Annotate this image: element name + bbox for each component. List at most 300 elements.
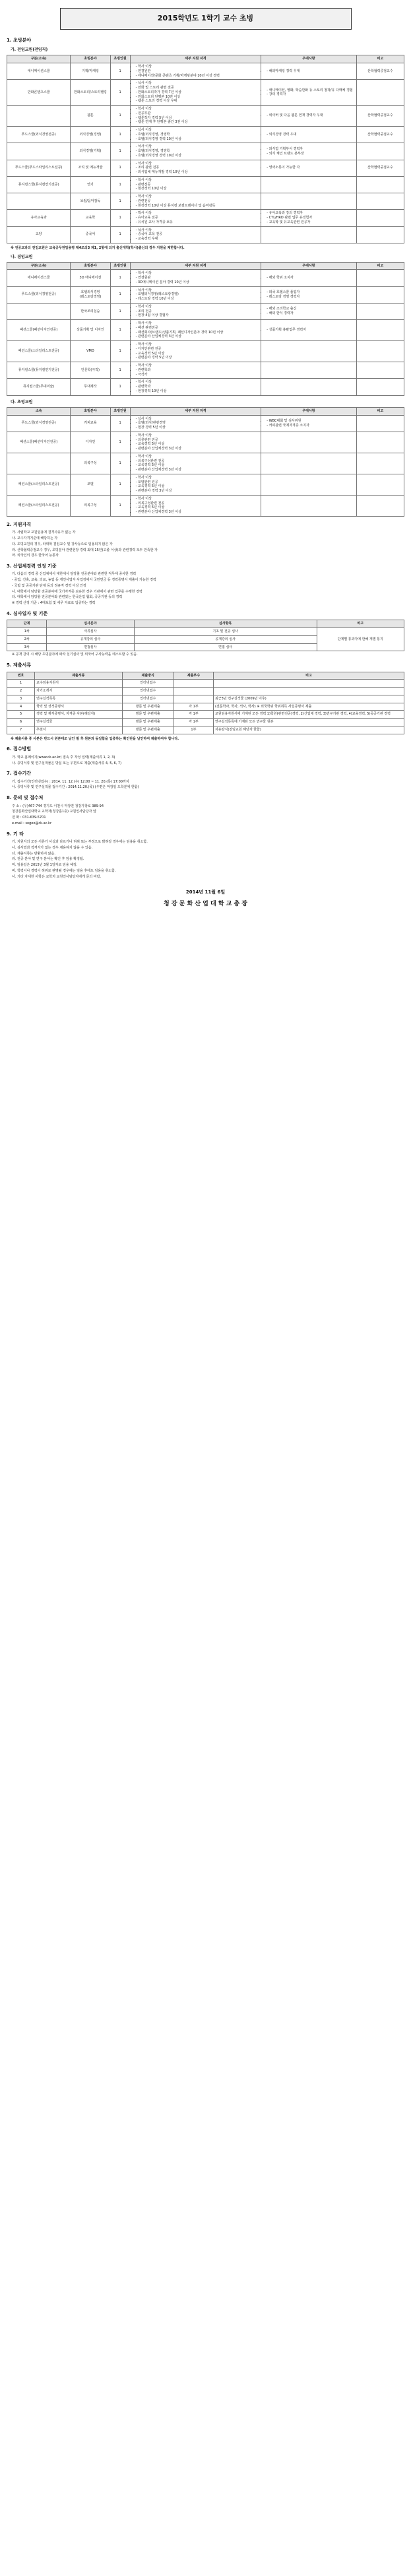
document-cell: 자기소개서 — [35, 688, 122, 695]
list-cell — [130, 176, 261, 193]
column-header: 비고 — [214, 672, 404, 680]
list-item: • - WBC대회 및 심사위원 — [267, 419, 354, 424]
list-item: • - 석사 이상 — [136, 81, 260, 86]
list-cell — [261, 160, 356, 176]
list-item: • - 학사 이상 — [136, 321, 260, 326]
list-cell — [130, 127, 261, 143]
dept-cell — [7, 106, 71, 127]
table-row — [7, 320, 404, 341]
list-cell — [130, 379, 261, 395]
list-item: • - 패션 관련전공 — [136, 326, 260, 331]
list-cell — [261, 432, 356, 453]
column-header: 비고 — [317, 620, 404, 628]
list-item: 전 화 : 031-639-5701 — [12, 816, 46, 820]
table-row — [7, 362, 404, 379]
list-item: • - 관련전공 — [136, 199, 260, 204]
count-cell: 1 — [110, 63, 130, 80]
number-cell: 7 — [7, 726, 35, 734]
count-cell: 1 — [110, 341, 130, 362]
remark-cell — [356, 379, 404, 395]
field-cell: 인문학(극작) — [71, 362, 110, 379]
list-cell — [130, 210, 261, 226]
table-row — [7, 726, 404, 734]
list-item: • - 유아교육과 강의 경력자 — [267, 211, 354, 216]
column-header: 우대사항 — [261, 407, 356, 415]
list-item: 라. 전공 분야 및 연구 분야는 확인 후 임용 확정됨. — [12, 857, 84, 862]
bullet-list — [263, 69, 354, 74]
list-item: • - 커피관련 국제자격증 소지자 — [267, 424, 354, 428]
list-cell — [130, 226, 261, 243]
table-row — [7, 80, 404, 106]
field-cell: 기획/마케팅 — [71, 63, 110, 80]
list-cell — [261, 303, 356, 319]
list-cell — [261, 286, 356, 303]
column-header: 세부 지원 자격 — [130, 262, 261, 270]
table-row — [7, 176, 404, 193]
remark-cell — [356, 474, 404, 495]
table-row — [7, 193, 404, 210]
count-cell: 1 — [110, 106, 130, 127]
bullet-list — [263, 133, 354, 137]
remark-cell: 산학협력중점교수 — [356, 106, 404, 127]
list-item: • - 호텔/외식경영, 경영학 — [136, 149, 260, 154]
bullet-list — [132, 476, 260, 494]
field-cell: 연기 — [71, 176, 110, 193]
bullet-list — [132, 288, 260, 302]
table-row — [7, 688, 404, 695]
bullet-list — [132, 321, 260, 339]
dept-cell: 푸드스쿨(외식경영전공) — [7, 127, 71, 143]
list-item: • - 네이버 및 다음 웹툰 연재 경력자 우대 — [267, 113, 354, 118]
remark-cell — [356, 176, 404, 193]
area-cell: 공개강의 심사 — [47, 635, 134, 643]
method-cell: 방문 및 우편제출 — [122, 726, 174, 734]
list-cell — [261, 80, 356, 106]
list-item: - 공업, 건축, 교육, 의료, 농업 등 개인사업자 사업장에서 국민연금 등 경력증명서 제출이 가능한 경력 — [12, 578, 156, 583]
item-cell: 면접 심사 — [134, 643, 317, 651]
list-item: • - 호텔/외식경영 경력 10년 이상 — [136, 137, 260, 142]
method-cell: 인터넷접수 — [122, 695, 174, 703]
adjunct-table — [7, 262, 404, 396]
count-cell: 1 — [110, 474, 130, 495]
list-item: 나. 증빙서류 및 연구실적물 접수기간 : 2014.11.20.(목) (우편은 마감일 도착분에 한함) — [12, 785, 139, 790]
list-cell — [130, 303, 261, 319]
list-cell — [130, 415, 261, 432]
bullet-list — [132, 65, 260, 78]
remark-cell: 산학협력중점교수 — [356, 127, 404, 143]
remark-cell — [356, 495, 404, 516]
list-item: • - 해외 학위 소지자 — [267, 276, 354, 280]
list-item: • - 의복구성관련 전공 — [136, 459, 260, 464]
list-item: • - 교육경력 5년 이상 — [136, 352, 260, 356]
note: ※ 전공교과의 전임교원은 교육공무원임용령 제4조의3 제1, 2항에 의거 출신대학(학사)출신의 경우 지원을 제한합니다. — [11, 245, 185, 250]
list-cell — [261, 226, 356, 243]
field-cell: 상품기획 및 디자인 — [71, 320, 110, 341]
application-method-list — [7, 756, 404, 766]
list-item: 나. 심사결과 적격자가 없는 경우 채용하지 않을 수 있음. — [12, 845, 93, 850]
list-item: 나. 교수자격기준에 해당하는 자 — [12, 536, 58, 540]
list-item: • - 만화 및 스토리 관련 전공 — [136, 86, 260, 90]
list-item: • - 관련분야 산업체경력 3년 이상 — [136, 510, 260, 515]
count-cell: 1 — [110, 432, 130, 453]
field-cell: 교육학 — [71, 210, 110, 226]
dept-cell: 푸드스쿨(외식경영전공) — [7, 286, 71, 303]
table-row — [7, 63, 404, 80]
list-item: • - 해외 조리학교 출신 — [267, 307, 354, 311]
remark-cell — [356, 415, 404, 432]
stage-cell: 3차 — [7, 643, 47, 651]
list-item: • - 영어소통이 가능한 자 — [267, 166, 354, 170]
list-item: 나. 대학에서 담당할 전공분야에 국가자격증 보유한 경우 기관에서 관련 업무를 수행한 경력 — [12, 589, 142, 594]
copies-cell: 각 1부 — [174, 719, 213, 726]
column-header: 구분(소속) — [7, 262, 71, 270]
list-item: 마. 외국인의 경우 한국어 능통자 — [12, 554, 59, 558]
list-item: • - 웹툰 연재 후 단행본 출간 3권 이상 — [136, 120, 260, 125]
list-item: • - CTL/HRD 관련 업무 유경험자 — [267, 216, 354, 220]
field-cell: 외식경영(경영) — [71, 127, 110, 143]
list-item: 가. 학교 홈페이지(www.ck.ac.kr) 접속 후 작성 입력(제출서류 1, 2, 3) — [12, 755, 115, 759]
stage-cell: 2차 — [7, 635, 47, 643]
section-heading: 8. 문의 및 접수처 — [7, 795, 44, 801]
table-row — [7, 495, 404, 516]
list-item: ※ 경력 산정 기준 : 4대보험 및 세무 자료로 입증하는 경력 — [12, 601, 96, 606]
list-item: • - 학사 이상 — [136, 65, 260, 69]
note: ※ 제출서류 중 사본은 반드시 원본대조 날인 필 후 원본과 동일함을 입증하는 확인란을 날인하여 제출하여야 합니다. — [11, 736, 179, 741]
bullet-list — [263, 166, 354, 170]
column-header: 심사분야 — [47, 620, 134, 628]
table-row — [7, 703, 404, 711]
table-row — [7, 474, 404, 495]
remark-cell — [356, 270, 404, 286]
list-cell — [261, 341, 356, 362]
document-cell: 연구실적물 — [35, 719, 122, 726]
career-criteria-list — [7, 572, 404, 606]
list-item: • - 현장 4팀 이상 경험자 — [136, 313, 260, 318]
list-item: • - 전공무관 — [136, 112, 260, 116]
remark-cell: 산학협력중점교수 — [356, 63, 404, 80]
memo-cell — [214, 680, 404, 688]
list-item: • - 관련분야 경력 5년 이상 — [136, 356, 260, 360]
column-header: 우대사항 — [261, 55, 356, 63]
table-row — [7, 628, 404, 636]
list-cell — [261, 362, 356, 379]
list-item: 가. 접수기간(인터넷접수) : 2014. 11. 12.(수) 12:00 ~ 11. 20.(목) 17:00까지 — [12, 779, 129, 784]
page-title: 2015학년도 1학기 교수 초빙 — [60, 8, 352, 30]
list-item: • - 학사 이상 — [136, 107, 260, 112]
list-item: • - 관련분야 경력 3년 이상 — [136, 489, 260, 494]
table-row — [7, 226, 404, 243]
column-header: 초빙분야 — [71, 55, 110, 63]
count-cell: 1 — [110, 127, 130, 143]
dept-cell — [7, 453, 71, 474]
field-cell: 한국조리실습 — [71, 303, 110, 319]
remark-cell — [356, 210, 404, 226]
invited-table — [7, 407, 404, 517]
dept-cell: 뮤지컬스쿨(뮤지컬연기전공) — [7, 176, 71, 193]
count-cell: 1 — [110, 303, 130, 319]
list-item: • - 학사 이상 — [136, 380, 260, 385]
bullet-list — [263, 290, 354, 300]
list-item: • - 관련분야 산업체경력 3년 이상 — [136, 468, 260, 472]
copies-cell: 각 1부 — [174, 711, 213, 719]
list-item: • - 교육경력 우대 — [136, 237, 260, 242]
table-row — [7, 270, 404, 286]
list-item: • - 웹툰작가 경력 5년 이상 — [136, 116, 260, 121]
list-item: - 국립 및 공공기관 단체 등의 정규직 경력 이상 인정 — [12, 583, 86, 588]
list-item: • - 학사 이상 — [136, 305, 260, 309]
document-cell: 연구실적목록 — [35, 695, 122, 703]
list-item: • - 관련학과 — [136, 385, 260, 389]
field-cell: 의복구성 — [71, 495, 110, 516]
list-cell — [130, 495, 261, 516]
area-cell: 면접심사 — [47, 643, 134, 651]
dept-cell — [7, 143, 71, 160]
list-item: • - 연결원관 — [136, 69, 260, 74]
list-item: • - 해외마케팅 경력 우대 — [267, 69, 354, 74]
number-cell: 3 — [7, 695, 35, 703]
table-row — [7, 711, 404, 719]
remark-cell — [356, 193, 404, 210]
area-cell: 서류심사 — [47, 628, 134, 636]
count-cell: 1 — [110, 160, 130, 176]
dept-cell: 뮤지컬스쿨(뮤지컬연기전공) — [7, 362, 71, 379]
table-row — [7, 106, 404, 127]
bullet-list — [263, 211, 354, 224]
table-row — [7, 303, 404, 319]
dept-cell: 푸드스쿨(외식경영전공) — [7, 415, 71, 432]
remark-cell — [356, 143, 404, 160]
number-cell: 6 — [7, 719, 35, 726]
remark-cell — [356, 453, 404, 474]
list-item: • - 외식업 기획부서 경력자 — [267, 147, 354, 152]
issuer: 청 강 문 화 산 업 대 학 교 총 장 — [164, 900, 247, 907]
list-item: • - 학사 이상 — [136, 364, 260, 368]
column-header: 심사항목 — [134, 620, 317, 628]
fulltime-table — [7, 55, 404, 243]
field-cell: 중국어 — [71, 226, 110, 243]
bullet-list — [132, 497, 260, 515]
list-item: 다. 대학에서 담당할 전공분야와 관련있는 한국산업 협회, 공공기관 등의 경력 — [12, 595, 123, 600]
method-cell: 방문 및 우편제출 — [122, 703, 174, 711]
count-cell: 1 — [110, 320, 130, 341]
list-item: • - 석사 이상 — [136, 417, 260, 422]
bullet-list — [263, 147, 354, 156]
remark-cell: 단계별 통과자에 한해 개별 통지 — [317, 628, 404, 651]
count-cell: 1 — [110, 362, 130, 379]
bullet-list — [132, 145, 260, 158]
bullet-list — [132, 271, 260, 284]
count-cell: 1 — [110, 193, 130, 210]
field-cell: 조리 및 메뉴개발 — [71, 160, 110, 176]
count-cell: 1 — [110, 143, 130, 160]
table-row — [7, 127, 404, 143]
list-cell — [130, 286, 261, 303]
section-heading: 3. 산업체경력 인정 기준 — [7, 564, 57, 569]
list-item: • - 학사 이상 — [136, 195, 260, 199]
column-header: 세부 지원 자격 — [130, 407, 261, 415]
list-item: • - 교육경력 5년 이상 — [136, 463, 260, 468]
count-cell: 1 — [110, 495, 130, 516]
bullet-list — [132, 107, 260, 125]
column-header: 소속 — [7, 407, 71, 415]
list-item: • - 레스토랑 경력 10년 이상 — [136, 297, 260, 302]
item-cell: 기초 및 전공 심사 — [134, 628, 317, 636]
list-item: • - 애니메이션, 영화, 학습만화 등 스토리 창작/유 다매체 경험 — [267, 88, 354, 93]
bullet-list — [132, 211, 260, 224]
table-row — [7, 432, 404, 453]
stage-cell: 1차 — [7, 628, 47, 636]
announcement-date: 2014년 11월 6일 — [185, 889, 226, 895]
bullet-list — [132, 434, 260, 451]
bullet-list — [132, 195, 260, 208]
list-cell — [130, 193, 261, 210]
list-item: • - 웹툰 스토리 경력 이상 우대 — [136, 99, 260, 104]
list-item: • - 석사 이상 — [136, 128, 260, 133]
count-cell: 1 — [110, 176, 130, 193]
table-row — [7, 695, 404, 703]
remark-cell — [356, 286, 404, 303]
bullet-list — [263, 419, 354, 428]
column-header: 초빙인원 — [110, 262, 130, 270]
document-cell: 교수임용지원서 — [35, 680, 122, 688]
column-header: 우대사항 — [261, 262, 356, 270]
qualification-list — [7, 531, 404, 558]
number-cell: 1 — [7, 680, 35, 688]
field-cell: 모델 — [71, 474, 110, 495]
application-period-list — [7, 780, 404, 790]
bullet-list — [132, 342, 260, 360]
bullet-list — [132, 417, 260, 430]
list-item: • - 관련분야 산업체경력 3년 이상 — [136, 335, 260, 339]
dept-cell: 유아교육과 — [7, 210, 71, 226]
list-item: • - 교육경력 5년 이상 — [136, 484, 260, 489]
list-item: • - 외식 체인 브랜드 본부장 — [267, 152, 354, 156]
list-cell — [130, 80, 261, 106]
field-cell: VMD — [71, 341, 110, 362]
column-header: 초빙인원 — [110, 55, 130, 63]
list-item: • - 호텔/외식경영, 경영학 — [136, 133, 260, 137]
method-cell: 방문 및 우편제출 — [122, 719, 174, 726]
list-cell — [261, 495, 356, 516]
list-item: 주 소 : (우)467-744 경기도 이천시 마장면 청강가창로 389-94 — [12, 804, 104, 808]
item-cell: 공개강의 심사 — [134, 635, 317, 643]
bullet-list — [263, 328, 354, 333]
dept-cell: 뮤지컬스쿨(무대미술) — [7, 379, 71, 395]
list-cell — [261, 270, 356, 286]
field-cell: 호텔외식경영(레스토랑경영) — [71, 286, 110, 303]
list-item: • - 상품기획 총괄업무 경력자 — [267, 328, 354, 333]
bullet-list — [132, 81, 260, 104]
copies-cell: 1부 — [174, 726, 213, 734]
list-item: 가. 다음의 경력 중 산업체에서 대한에서 담당할 전공분야와 관련한 직무에 종사한 경력 — [12, 572, 137, 577]
count-cell: 1 — [110, 286, 130, 303]
number-cell: 4 — [7, 703, 35, 711]
list-item: • - 해외 한식 경력자 — [267, 311, 354, 316]
list-item: • - 학사 이상 — [136, 476, 260, 480]
list-item: • - 호텔/외식경영 경력 10년 이상 — [136, 154, 260, 158]
list-item: • - 조리 전공 — [136, 309, 260, 314]
bullet-list — [263, 276, 354, 280]
list-item: • - 교육경력 5년 이상 — [136, 442, 260, 447]
column-header: 제출서류 — [35, 672, 122, 680]
list-cell — [261, 210, 356, 226]
list-item: • - 3D애니메이션 분야 경력 10년 이상 — [136, 280, 260, 285]
bullet-list — [132, 455, 260, 472]
bullet-list — [132, 128, 260, 141]
list-item: • - 교육학 및 유교육관련 전공자 — [267, 220, 354, 225]
remark-cell — [356, 226, 404, 243]
page — [0, 8, 411, 908]
list-item: • - 관련학과 — [136, 368, 260, 373]
list-cell — [130, 474, 261, 495]
list-item: • - 의복구성관련 전공 — [136, 501, 260, 506]
list-item: • - 강의 경력자 — [267, 92, 354, 97]
list-item: 가. 지원자의 모든 서류가 사실과 다르거나 허위 또는 부정으로 밝혀질 경우에는 임용을 취소함. — [12, 840, 148, 845]
list-cell — [130, 160, 261, 176]
list-cell — [261, 474, 356, 495]
list-cell — [130, 453, 261, 474]
remark-cell — [356, 341, 404, 362]
section-heading: 7. 접수기간 — [7, 771, 32, 777]
list-cell — [261, 193, 356, 210]
remark-cell — [356, 320, 404, 341]
column-header: 비고 — [356, 407, 404, 415]
list-item: • - 레스토랑 경영 경력자 — [267, 295, 354, 300]
memo-cell: 교원임용자원서에 기재된 모든 경력 1)학원(관련전공)경력, 2)산업체 경력, 3)연구기관 경력, 4)교육경력, 5)공공기관 경력 — [214, 711, 404, 719]
memo-cell: 연구실적목록에 기재된 모든 연구물 원본 — [214, 719, 404, 726]
list-item: • - 현장경력 10년 이상 — [136, 389, 260, 394]
copies-cell — [174, 695, 213, 703]
table-row — [7, 379, 404, 395]
list-item: • - 석사 이상 — [136, 145, 260, 149]
list-cell — [261, 63, 356, 80]
count-cell: 1 — [110, 453, 130, 474]
bullet-list — [263, 88, 354, 98]
column-header: 초빙분야 — [71, 262, 110, 270]
count-cell: 1 — [110, 270, 130, 286]
table-row — [7, 143, 404, 160]
list-item: e-mail : sogoo@ck.ac.kr — [12, 821, 51, 825]
list-cell — [261, 320, 356, 341]
dept-cell: 패션스쿨(패션디자인전공) — [7, 320, 71, 341]
bullet-list — [132, 228, 260, 242]
field-cell: 의복구성 — [71, 453, 110, 474]
list-item: • - 외식경영 경력 우대 — [267, 133, 354, 137]
remark-cell — [356, 362, 404, 379]
list-item: • - 현장 경력 5년 이상 — [136, 426, 260, 430]
list-item: 라. 산학협력중점교수 경우, 초빙분야 관련현장 경력 최대 15년(고졸 이상)과 관련경력 모두 만족한 자 — [12, 548, 158, 552]
dept-cell: 애니메이션스쿨 — [7, 270, 71, 286]
list-cell — [261, 143, 356, 160]
list-item: • - 석사 이상 — [136, 288, 260, 293]
copies-cell — [174, 680, 213, 688]
dept-cell: 만화콘텐츠스쿨 — [7, 80, 71, 106]
list-cell — [130, 270, 261, 286]
count-cell: 1 — [110, 226, 130, 243]
document-cell: 추천서 — [35, 726, 122, 734]
table-row — [7, 210, 404, 226]
field-cell: 보컬/음악감독 — [71, 193, 110, 210]
list-item: • - 외식업체 메뉴개발 경력 10년 이상 — [136, 170, 260, 175]
count-cell: 1 — [110, 415, 130, 432]
contact-list — [7, 804, 404, 826]
column-header: 세부 지원 자격 — [130, 55, 261, 63]
list-cell — [261, 176, 356, 193]
list-item: • - 관련전공 — [136, 183, 260, 187]
bullet-list — [132, 364, 260, 377]
document-cell: 학력 및 성적증명서 — [35, 703, 122, 711]
subsection-heading: 나. 겸임교원 — [11, 254, 33, 259]
